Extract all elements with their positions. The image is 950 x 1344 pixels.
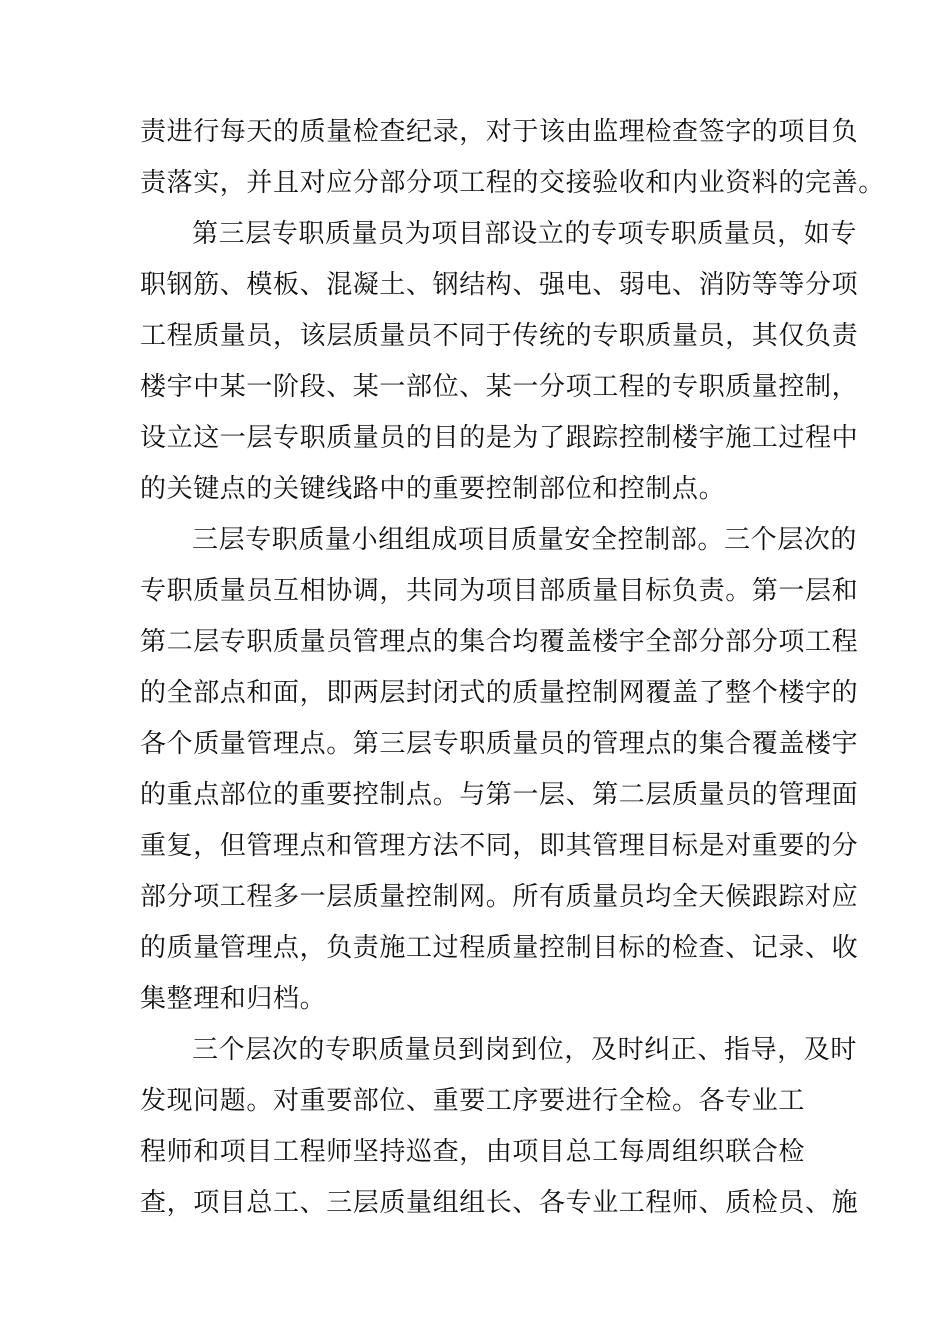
text-line: 的全部点和面，即两层封闭式的质量控制网覆盖了整个楼宇的 (140, 678, 859, 708)
text-line: 责落实，并且对应分部分项工程的交接验收和内业资料的完善。 (140, 168, 885, 198)
body-text (140, 0, 885, 1344)
text-line: 集整理和归档。 (140, 984, 327, 1014)
text-line: 的质量管理点，负责施工过程质量控制目标的检查、记录、收 (140, 933, 859, 963)
text-line: 各个质量管理点。第三层专职质量员的管理点的集合覆盖楼宇 (140, 729, 859, 759)
text-line: 楼宇中某一阶段、某一部位、某一分项工程的专职质量控制， (140, 372, 859, 402)
text-line: 部分项工程多一层质量控制网。所有质量员均全天候跟踪对应 (140, 882, 859, 912)
paragraph-start-line: 三层专职质量小组组成项目质量安全控制部。三个层次的 (192, 525, 858, 555)
paragraph-start-line: 三个层次的专职质量员到岗到位，及时纠正、指导，及时 (192, 1035, 858, 1065)
text-line: 的重点部位的重要控制点。与第一层、第二层质量员的管理面 (140, 780, 859, 810)
text-line: 设立这一层专职质量员的目的是为了跟踪控制楼宇施工过程中 (140, 423, 859, 453)
text-line: 重复，但管理点和管理方法不同，即其管理目标是对重要的分 (140, 831, 859, 861)
text-line: 发现问题。对重要部位、重要工序要进行全检。各专业工 (140, 1086, 806, 1116)
text-line: 责进行每天的质量检查纪录，对于该由监理检查签字的项目负 (140, 117, 859, 147)
text-line: 工程质量员，该层质量员不同于传统的专职质量员，其仅负责 (140, 321, 859, 351)
text-line: 查，项目总工、三层质量组组长、各专业工程师、质检员、施 (140, 1188, 859, 1218)
text-line: 第二层专职质量员管理点的集合均覆盖楼宇全部分部分项工程 (140, 627, 859, 657)
text-line: 程师和项目工程师坚持巡查，由项目总工每周组织联合检 (140, 1137, 806, 1167)
text-line: 专职质量员互相协调，共同为项目部质量目标负责。第一层和 (140, 576, 859, 606)
paragraph-start-line: 第三层专职质量员为项目部设立的专项专职质量员，如专 (192, 219, 858, 249)
text-line: 的关键点的关键线路中的重要控制部位和控制点。 (140, 474, 726, 504)
text-line: 职钢筋、模板、混凝土、钢结构、强电、弱电、消防等等分项 (140, 270, 859, 300)
